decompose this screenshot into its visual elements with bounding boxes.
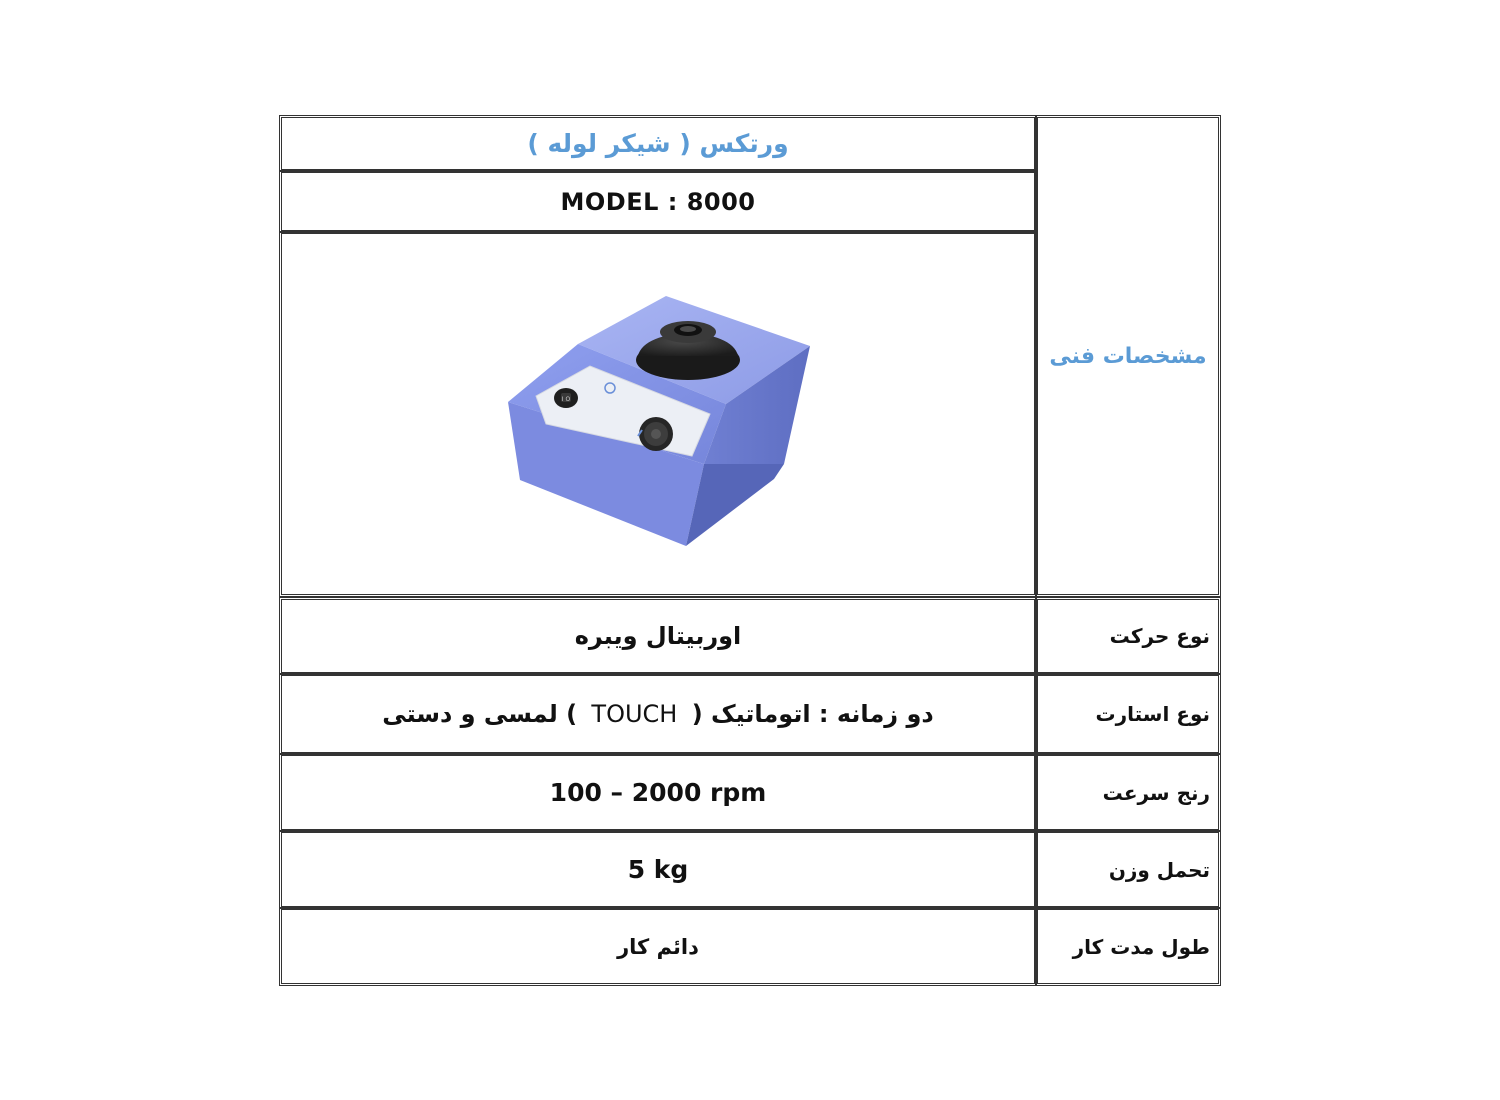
vortex-mixer-device-icon — [498, 274, 818, 554]
spec-row-duty-label — [1035, 907, 1221, 986]
spec-row-weight-label — [1035, 830, 1221, 909]
start-type-prefix: دو زمانه : اتوماتیک ( — [691, 700, 934, 728]
spec-row-speed-label — [1035, 753, 1221, 832]
start-type-touch: TOUCH — [591, 700, 678, 728]
motion-type-value: اوربیتال ویبره — [574, 622, 742, 650]
spec-heading: مشخصات فنی — [1049, 343, 1207, 369]
product-title-cell — [279, 115, 1037, 172]
spec-row-speed-value — [279, 753, 1037, 832]
spec-row-motion-label — [1035, 597, 1221, 675]
spec-row-start-value — [279, 673, 1037, 755]
spec-row-start-label — [1035, 673, 1221, 755]
spec-row-duty-value — [279, 907, 1037, 986]
product-title: ورتکس ( شیکر لوله ) — [527, 129, 789, 158]
speed-range-value: 100 – 2000 rpm — [549, 778, 767, 807]
start-type-value — [382, 700, 933, 728]
spec-row-motion-value — [279, 597, 1037, 675]
spec-row-weight-value — [279, 830, 1037, 909]
motion-type-label: نوع حرکت — [1109, 624, 1210, 648]
product-image-cell — [279, 231, 1037, 597]
duty-duration-label: طول مدت کار — [1072, 934, 1210, 959]
duty-duration-value: دائم کار — [617, 934, 699, 959]
speed-range-label: رنج سرعت — [1102, 780, 1210, 805]
svg-text:I O: I O — [561, 396, 571, 403]
power-switch-icon — [554, 388, 578, 408]
model-number: MODEL : 8000 — [560, 187, 756, 216]
spec-sheet-table — [279, 115, 1221, 986]
weight-capacity-label: تحمل وزن — [1108, 857, 1210, 882]
start-type-label: نوع استارت — [1095, 702, 1210, 726]
weight-capacity-value: 5 kg — [627, 855, 689, 884]
model-cell — [279, 170, 1037, 233]
start-type-suffix: ) لمسی و دستی — [382, 700, 578, 728]
spec-heading-cell — [1035, 115, 1221, 597]
